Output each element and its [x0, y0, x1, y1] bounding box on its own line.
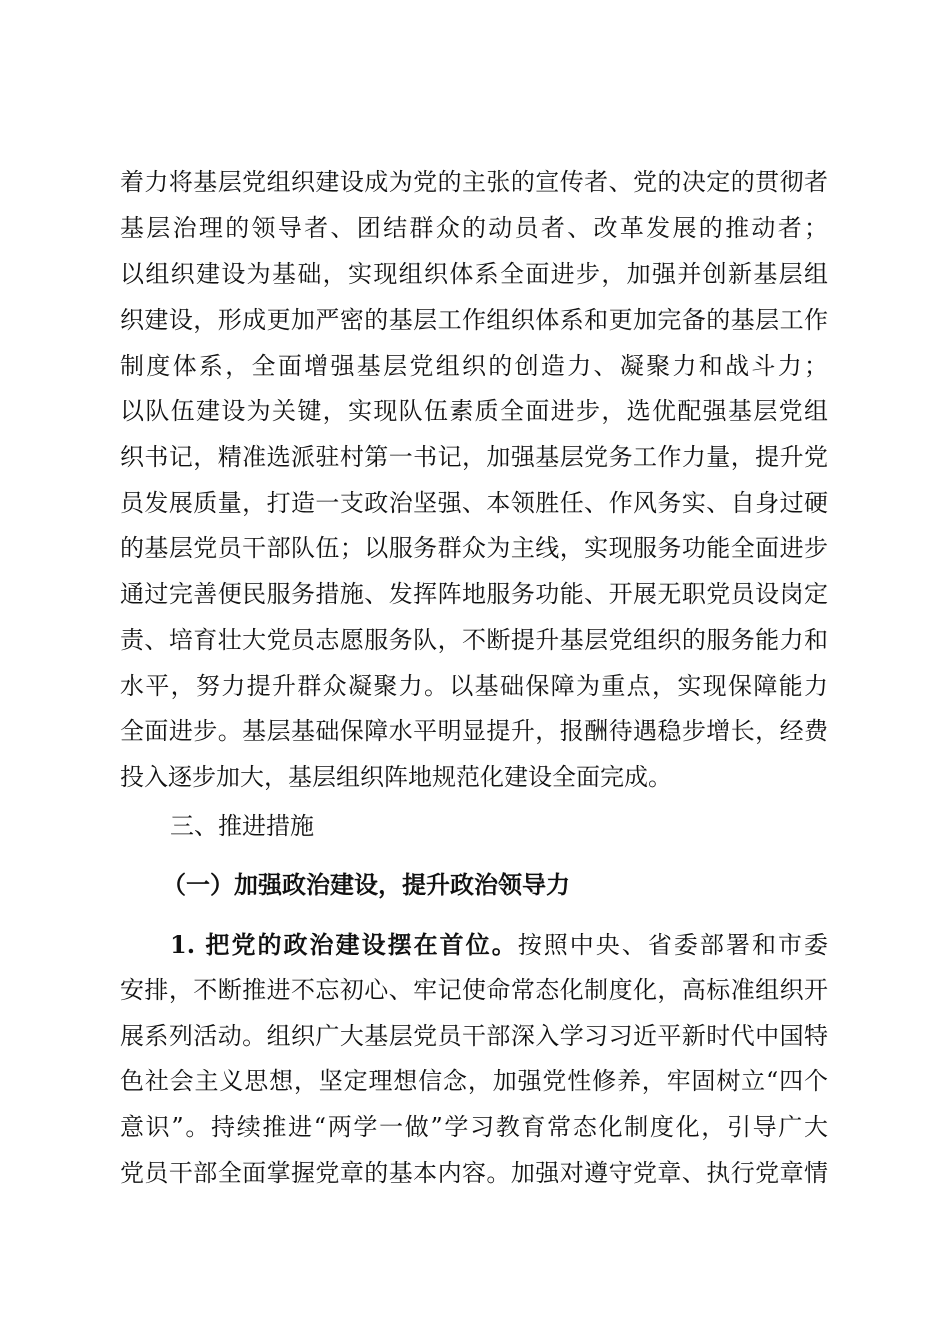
- text-line: 以队伍建设为关键，实现队伍素质全面进步，选优配强基层党组: [120, 397, 828, 425]
- text-line: 全面进步。基层基础保障水平明显提升，报酬待遇稳步增长，经费: [120, 717, 828, 745]
- text-line: 着力将基层党组织建设成为党的主张的宣传者、党的决定的贯彻者: [120, 168, 828, 196]
- item-title: 1. 把党的政治建设摆在首位。: [170, 930, 518, 959]
- text-line: 意识”。持续推进“两学一做”学习教育常态化制度化，引导广大: [120, 1113, 828, 1141]
- text-line: 织建设，形成更加严密的基层工作组织体系和更加完备的基层工作: [120, 306, 828, 334]
- text-line: 织书记，精准选派驻村第一书记，加强基层党务工作力量，提升党: [120, 443, 828, 471]
- text-line: 投入逐步加大，基层组织阵地规范化建设全面完成。: [120, 763, 672, 791]
- text-line: 责、培育壮大党员志愿服务队，不断提升基层党组织的服务能力和: [120, 626, 828, 654]
- text-line: 色社会主义思想，坚定理想信念，加强党性修养，牢固树立“四个: [120, 1067, 828, 1095]
- text-line: 的基层党员干部队伍；以服务群众为主线，实现服务功能全面进步: [120, 534, 828, 562]
- text-line: 制度体系，全面增强基层党组织的创造力、凝聚力和战斗力；: [120, 352, 828, 380]
- text-line: 水平，努力提升群众凝聚力。以基础保障为重点，实现保障能力: [120, 672, 828, 700]
- text-line: 党员干部全面掌握党章的基本内容。加强对遵守党章、执行党章情: [120, 1159, 828, 1187]
- subsection-heading: （一）加强政治建设，提升政治领导力: [162, 870, 570, 899]
- text-line: 基层治理的领导者、团结群众的动员者、改革发展的推动者；: [120, 214, 828, 242]
- text-line: 以组织建设为基础，实现组织体系全面进步，加强并创新基层组: [120, 260, 828, 288]
- text-line: 安排，不断推进不忘初心、牢记使命常态化制度化，高标准组织开: [120, 976, 828, 1004]
- text-line: 员发展质量，打造一支政治坚强、本领胜任、作风务实、自身过硬: [120, 489, 828, 517]
- item-text: 按照中央、省委部署和市委: [517, 931, 828, 959]
- text-line: 通过完善便民服务措施、发挥阵地服务功能、开展无职党员设岗定: [120, 580, 828, 608]
- section-heading: 三、推进措施: [170, 812, 314, 840]
- item-first-line: [170, 931, 828, 959]
- text-line: 展系列活动。组织广大基层党员干部深入学习习近平新时代中国特: [120, 1022, 828, 1050]
